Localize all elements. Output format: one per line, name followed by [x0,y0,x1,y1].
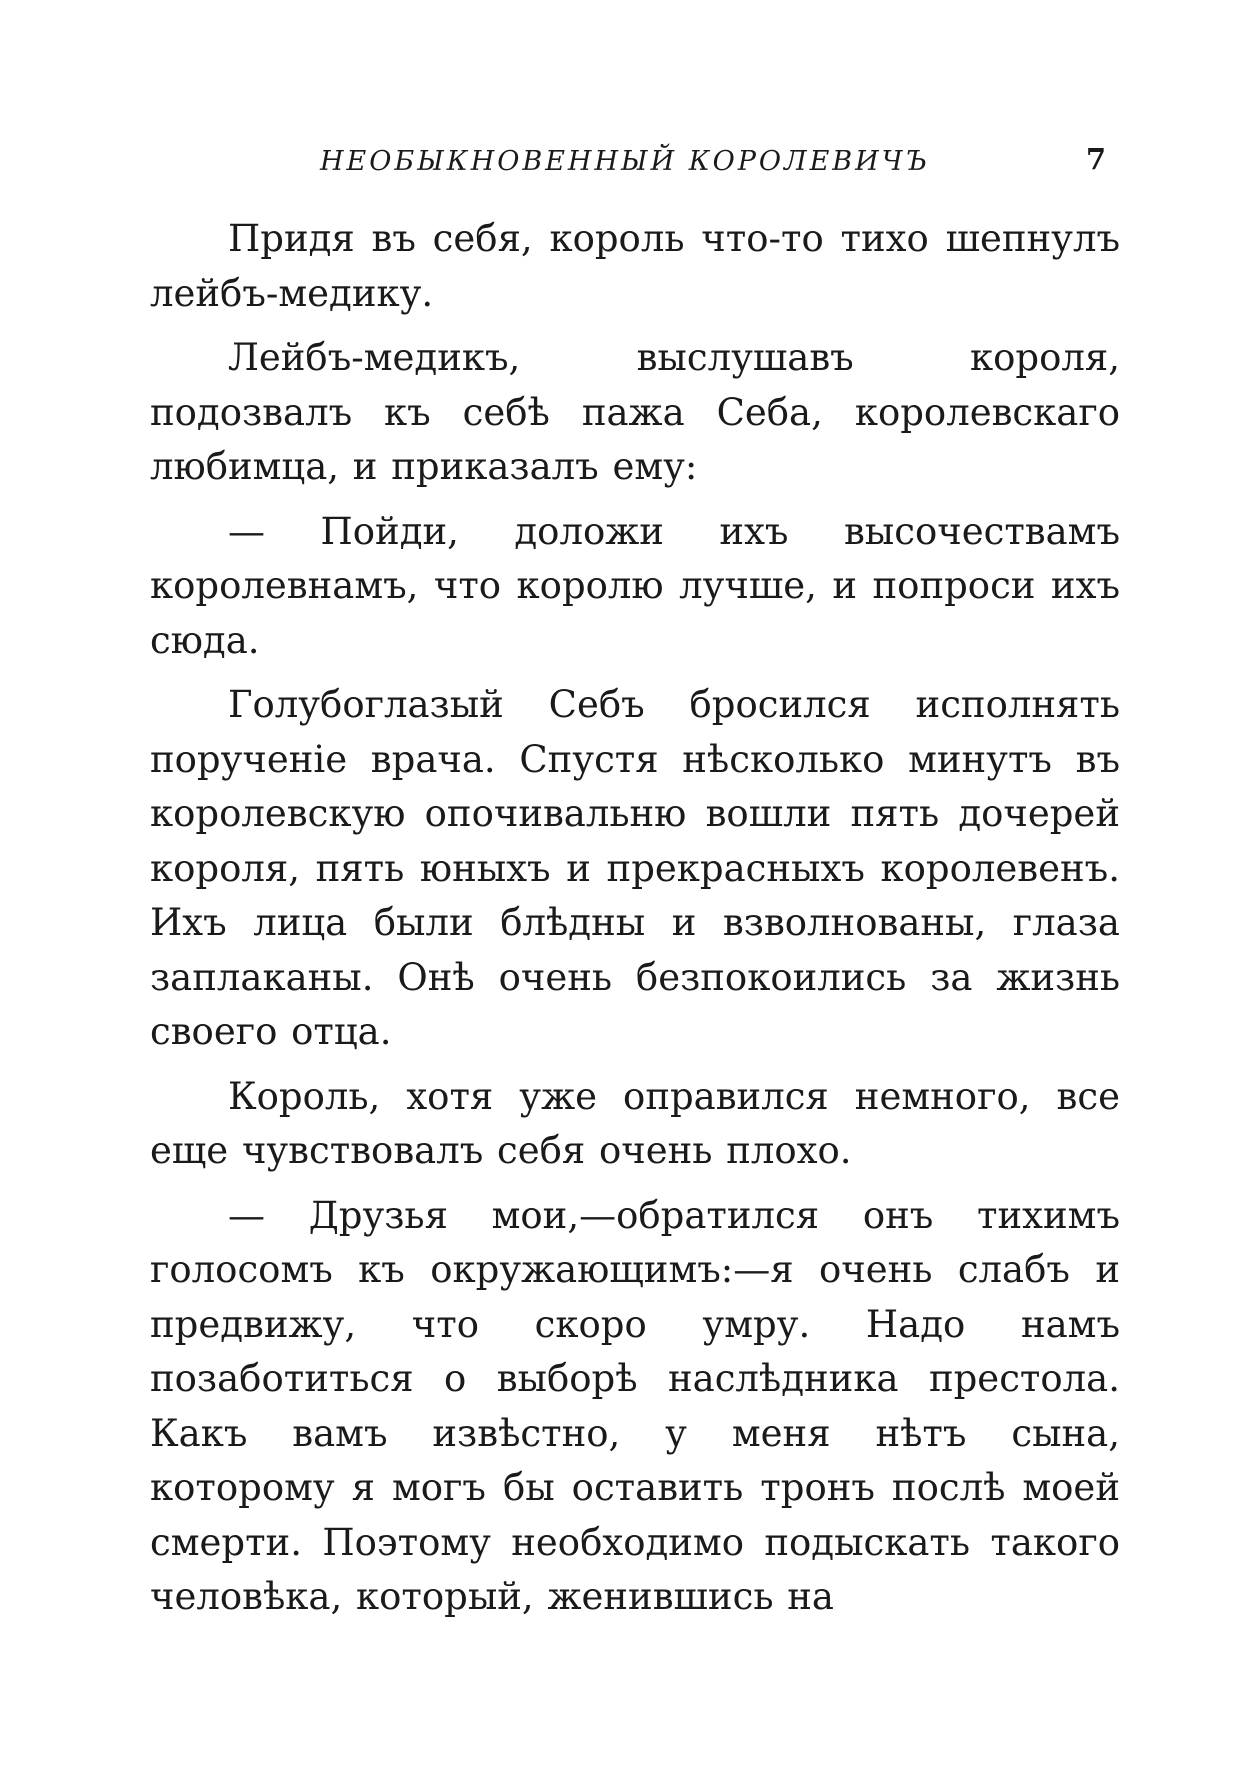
paragraph: Голубоглазый Себъ бросился исполнять порученіе врача. Спустя нѣсколько минутъ въ королевскую опочивальню вошли пять дочерей короля, пять юныхъ и прекрасныхъ королевенъ. Ихъ лица были блѣдны и взволнованы, глаза заплаканы. Онѣ очень безпокоились за жизнь своего отца. [150,683,1120,1053]
page-number: 7 [1085,142,1106,176]
paragraph: Король, хотя уже оправился немного, все еще чувствовалъ себя очень плохо. [150,1074,1120,1172]
running-title: НЕОБЫКНОВЕННЫЙ КОРОЛЕВИЧЪ [320,146,930,177]
book-page [150,140,1120,1635]
paragraph: Придя въ себя, король что-то тихо шепнулъ лейбъ-медику. [150,217,1120,315]
paragraph: Лейбъ-медикъ, выслушавъ короля, подозвалъ къ себѣ пажа Себа, королевскаго любимца, и приказалъ ему: [150,336,1120,488]
running-head [150,140,1120,190]
paragraph: — Пойди, доложи ихъ высочествамъ королевнамъ, что королю лучше, и попроси ихъ сюда. [150,509,1120,662]
body-text [150,212,1120,1625]
paragraph: — Друзья мои,—обратился онъ тихимъ голосомъ къ окружающимъ:—я очень слабъ и предвижу, что скоро умру. Надо намъ позаботиться о выборѣ наслѣдника престола. Какъ вамъ извѣстно, у меня нѣтъ сына, которому я могъ бы оставить тронъ послѣ моей смерти. Поэтому необходимо подыскать такого человѣка, который, женившись на [150,1193,1120,1618]
